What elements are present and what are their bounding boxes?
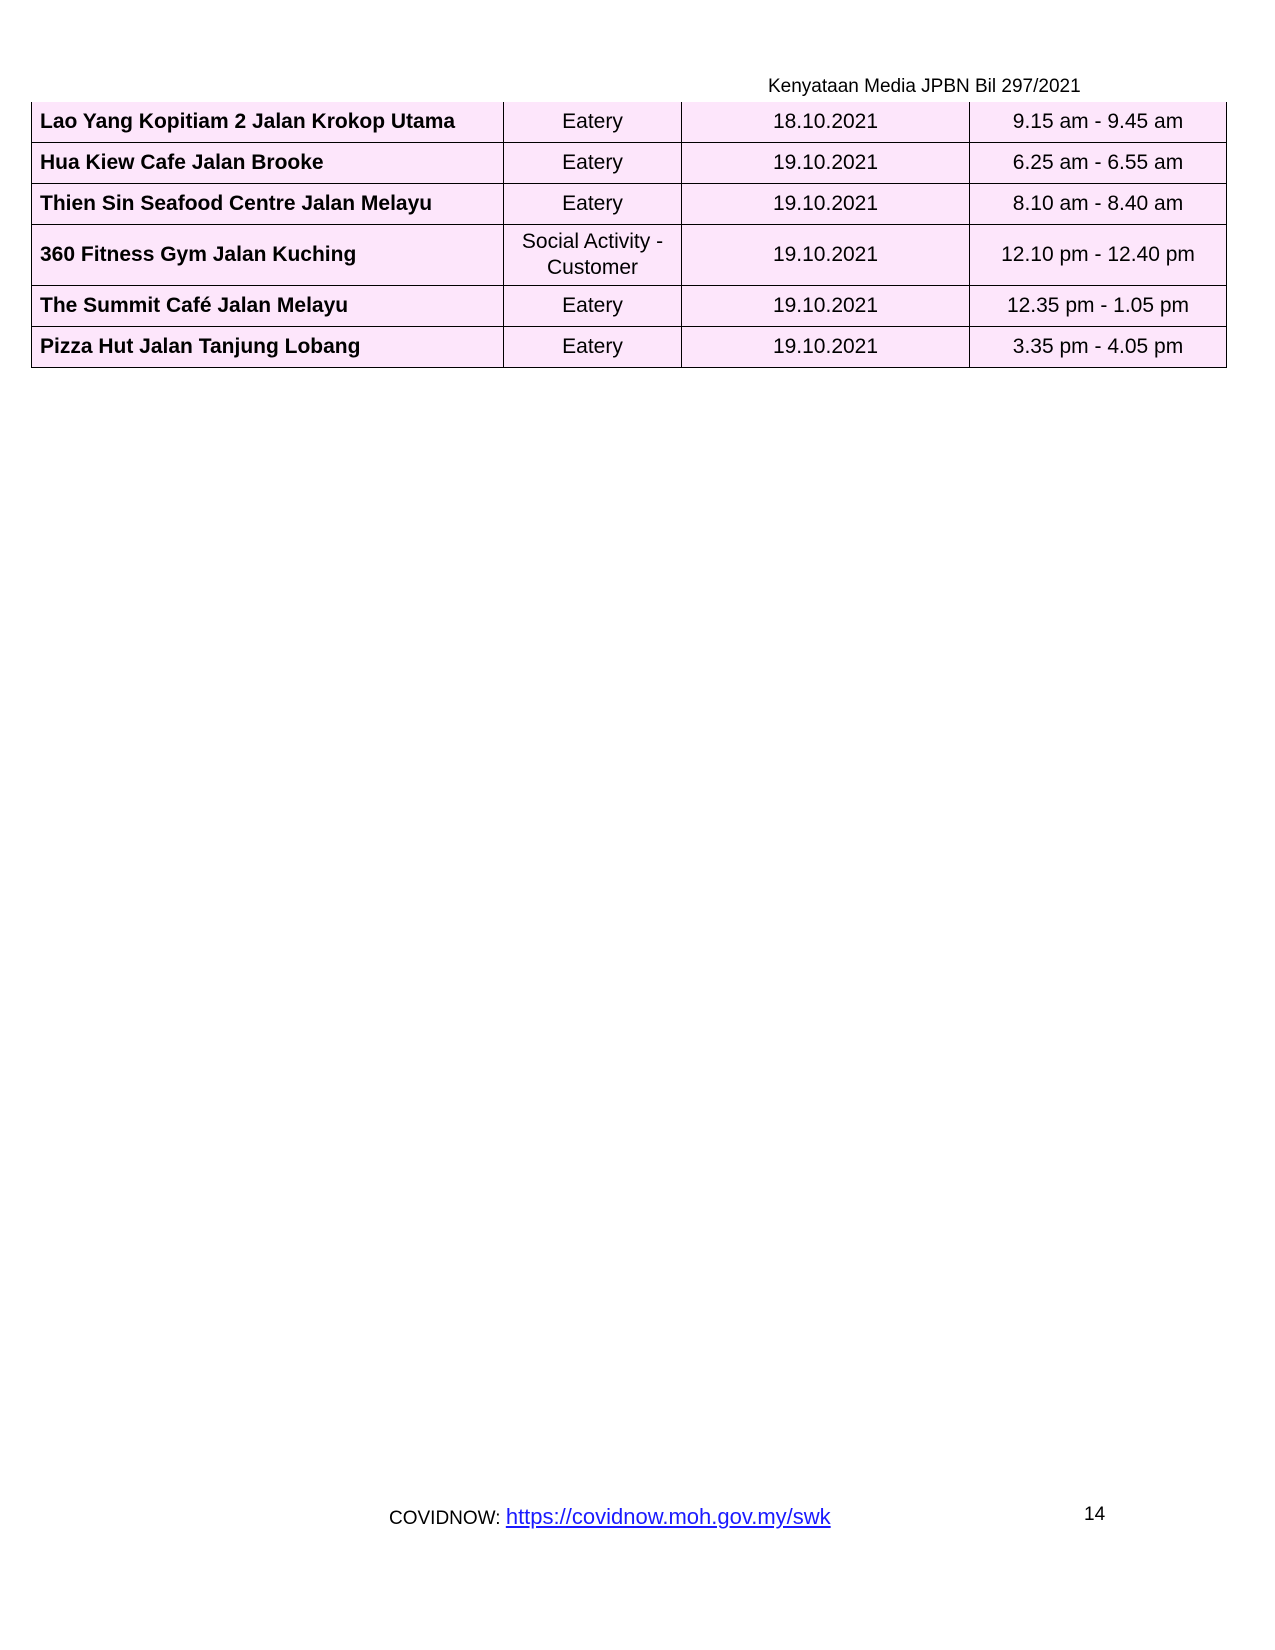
table-row <box>32 184 1227 225</box>
date-cell: 19.10.2021 <box>682 327 970 368</box>
table-row <box>32 143 1227 184</box>
category-cell: Eatery <box>504 184 682 225</box>
table-row <box>32 102 1227 143</box>
time-cell: 3.35 pm - 4.05 pm <box>970 327 1227 368</box>
time-cell: 9.15 am - 9.45 am <box>970 102 1227 143</box>
category-line-2: Customer <box>546 256 639 279</box>
location-cell: Hua Kiew Cafe Jalan Brooke <box>32 143 504 184</box>
time-cell: 12.35 pm - 1.05 pm <box>970 286 1227 327</box>
footer-covidnow <box>389 1504 831 1530</box>
category-cell <box>504 225 682 286</box>
date-cell: 19.10.2021 <box>682 143 970 184</box>
category-cell: Eatery <box>504 327 682 368</box>
location-cell: Pizza Hut Jalan Tanjung Lobang <box>32 327 504 368</box>
time-cell: 8.10 am - 8.40 am <box>970 184 1227 225</box>
exposure-locations-table <box>31 102 1227 368</box>
category-line-1: Social Activity - <box>521 230 664 253</box>
media-statement-reference: Kenyataan Media JPBN Bil 297/2021 <box>768 76 1081 97</box>
date-cell: 19.10.2021 <box>682 286 970 327</box>
date-cell: 19.10.2021 <box>682 225 970 286</box>
time-cell: 6.25 am - 6.55 am <box>970 143 1227 184</box>
table-row <box>32 286 1227 327</box>
time-cell: 12.10 pm - 12.40 pm <box>970 225 1227 286</box>
table-row <box>32 225 1227 286</box>
page-footer <box>0 1500 1275 1530</box>
location-cell: Lao Yang Kopitiam 2 Jalan Krokop Utama <box>32 102 504 143</box>
category-cell: Eatery <box>504 286 682 327</box>
date-cell: 19.10.2021 <box>682 184 970 225</box>
location-cell: 360 Fitness Gym Jalan Kuching <box>32 225 504 286</box>
category-cell: Eatery <box>504 102 682 143</box>
footer-label: COVIDNOW: <box>389 1508 506 1529</box>
location-cell: Thien Sin Seafood Centre Jalan Melayu <box>32 184 504 225</box>
covidnow-link[interactable]: https://covidnow.moh.gov.my/swk <box>505 1504 831 1529</box>
location-cell: The Summit Café Jalan Melayu <box>32 286 504 327</box>
page-number: 14 <box>1084 1504 1106 1525</box>
category-cell: Eatery <box>504 143 682 184</box>
date-cell: 18.10.2021 <box>682 102 970 143</box>
table-row <box>32 327 1227 368</box>
